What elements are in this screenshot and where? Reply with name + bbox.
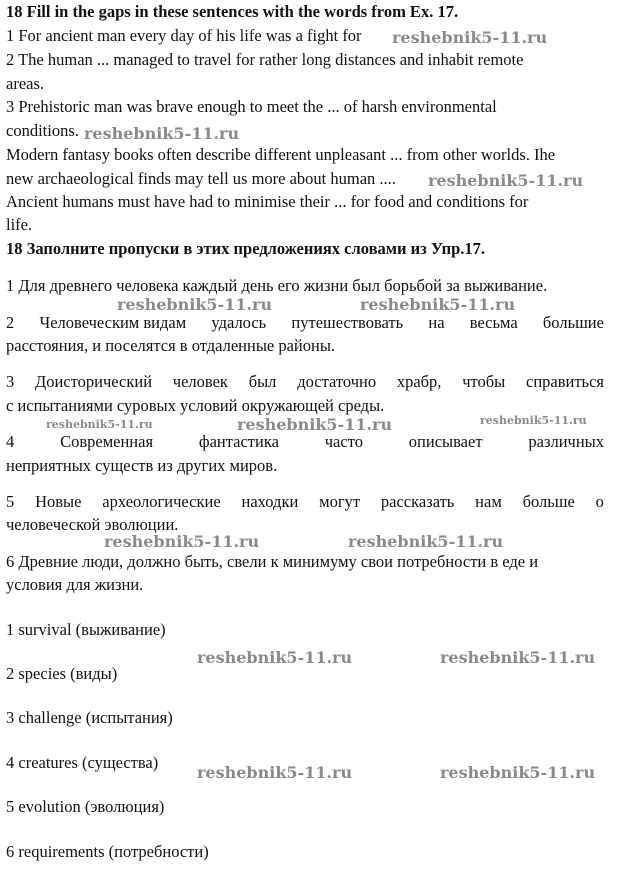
ru-sentence-2-line-1 [6,313,604,333]
word: весьма [469,313,518,332]
watermark: reshebnik5-11.ru [428,171,584,190]
word: больше [522,492,575,511]
word: был [248,372,277,391]
word: археологические [102,492,221,511]
word: 4 [6,432,15,451]
watermark: reshebnik5-11.ru [360,295,516,314]
watermark: reshebnik5-11.ru [197,648,353,667]
word: большие [542,313,604,332]
en-line-3: areas. [6,74,45,93]
word: Современная [60,432,154,451]
word: на [428,313,445,332]
word: достаточно [297,372,377,391]
word: описывает [408,432,483,451]
word: Новые [35,492,82,511]
en-line-5: conditions. [6,121,79,140]
word: удалось [211,313,267,332]
watermark: reshebnik5-11.ru [392,28,548,47]
ru-sentence-3-line-2: с испытаниями суровых условий окружающей среды. [6,396,385,415]
ru-sentence-6-line-1: 6 Древние люди, должно быть, свели к минимуму свои потребности в еде и [6,552,539,571]
ru-sentence-5-line-2: человеческой эволюции. [6,515,179,534]
answer-4: 4 creatures (существа) [6,753,159,772]
word: храбр, [396,372,442,391]
en-line-2: 2 The human ... managed to travel for rather long distances and inhabit remote [6,50,524,69]
watermark: reshebnik5-11.ru [84,124,240,143]
ru-sentence-5-line-1 [6,492,604,512]
ru-sentence-2-line-2: расстояния, и поселятся в отдаленные районы. [6,336,336,355]
word: 2 [6,313,15,332]
watermark: reshebnik5-11.ru [348,532,504,551]
word: фантастика [198,432,279,451]
word: рассказать [380,492,455,511]
answer-1: 1 survival (выживание) [6,620,166,639]
ru-sentence-3-line-1 [6,372,604,392]
watermark: reshebnik5-11.ru [480,414,587,427]
heading-en: 18 Fill in the gaps in these sentences with the words from Ex. 17. [6,2,459,21]
watermark: reshebnik5-11.ru [197,763,353,782]
word: 5 [6,492,15,511]
watermark: reshebnik5-11.ru [237,415,393,434]
word: о [595,492,604,511]
word: находки [241,492,299,511]
en-line-1: 1 For ancient man every day of his life was a fight for [6,26,362,45]
word: путешествовать [291,313,404,332]
word: нам [475,492,502,511]
heading-ru: 18 Заполните пропуски в этих предложениях словами из Упр.17. [6,239,486,258]
word: Человеческим видам [39,313,187,332]
answer-6: 6 requirements (потребности) [6,842,209,861]
word: 3 [6,372,15,391]
en-line-6: Modern fantasy books often describe different unpleasant ... from other worlds. Ihe [6,145,556,164]
watermark: reshebnik5-11.ru [46,418,153,431]
ru-sentence-6-line-2: условия для жизни. [6,575,144,594]
en-line-9: life. [6,215,33,234]
answer-3: 3 challenge (испытания) [6,708,173,727]
word: могут [319,492,361,511]
word: чтобы [462,372,506,391]
en-line-7: new archaeological finds may tell us more about human .... [6,169,396,188]
ru-sentence-4-line-2: неприятных существ из других миров. [6,456,278,475]
answer-5: 5 evolution (эволюция) [6,797,165,816]
ru-sentence-4-line-1 [6,432,604,452]
word: человек [172,372,228,391]
answer-2: 2 species (виды) [6,664,118,683]
watermark: reshebnik5-11.ru [440,648,596,667]
ru-sentence-1: 1 Для древнего человека каждый день его жизни был борьбой за выживание. [6,276,548,295]
word: справиться [526,372,604,391]
word: различных [528,432,604,451]
watermark: reshebnik5-11.ru [117,295,273,314]
watermark: reshebnik5-11.ru [104,532,260,551]
watermark: reshebnik5-11.ru [440,763,596,782]
en-line-8: Ancient humans must have had to minimise their ... for food and conditions for [6,192,529,211]
word: часто [324,432,363,451]
en-line-4: 3 Prehistoric man was brave enough to meet the ... of harsh environmental [6,97,497,116]
word: Доисторический [35,372,153,391]
